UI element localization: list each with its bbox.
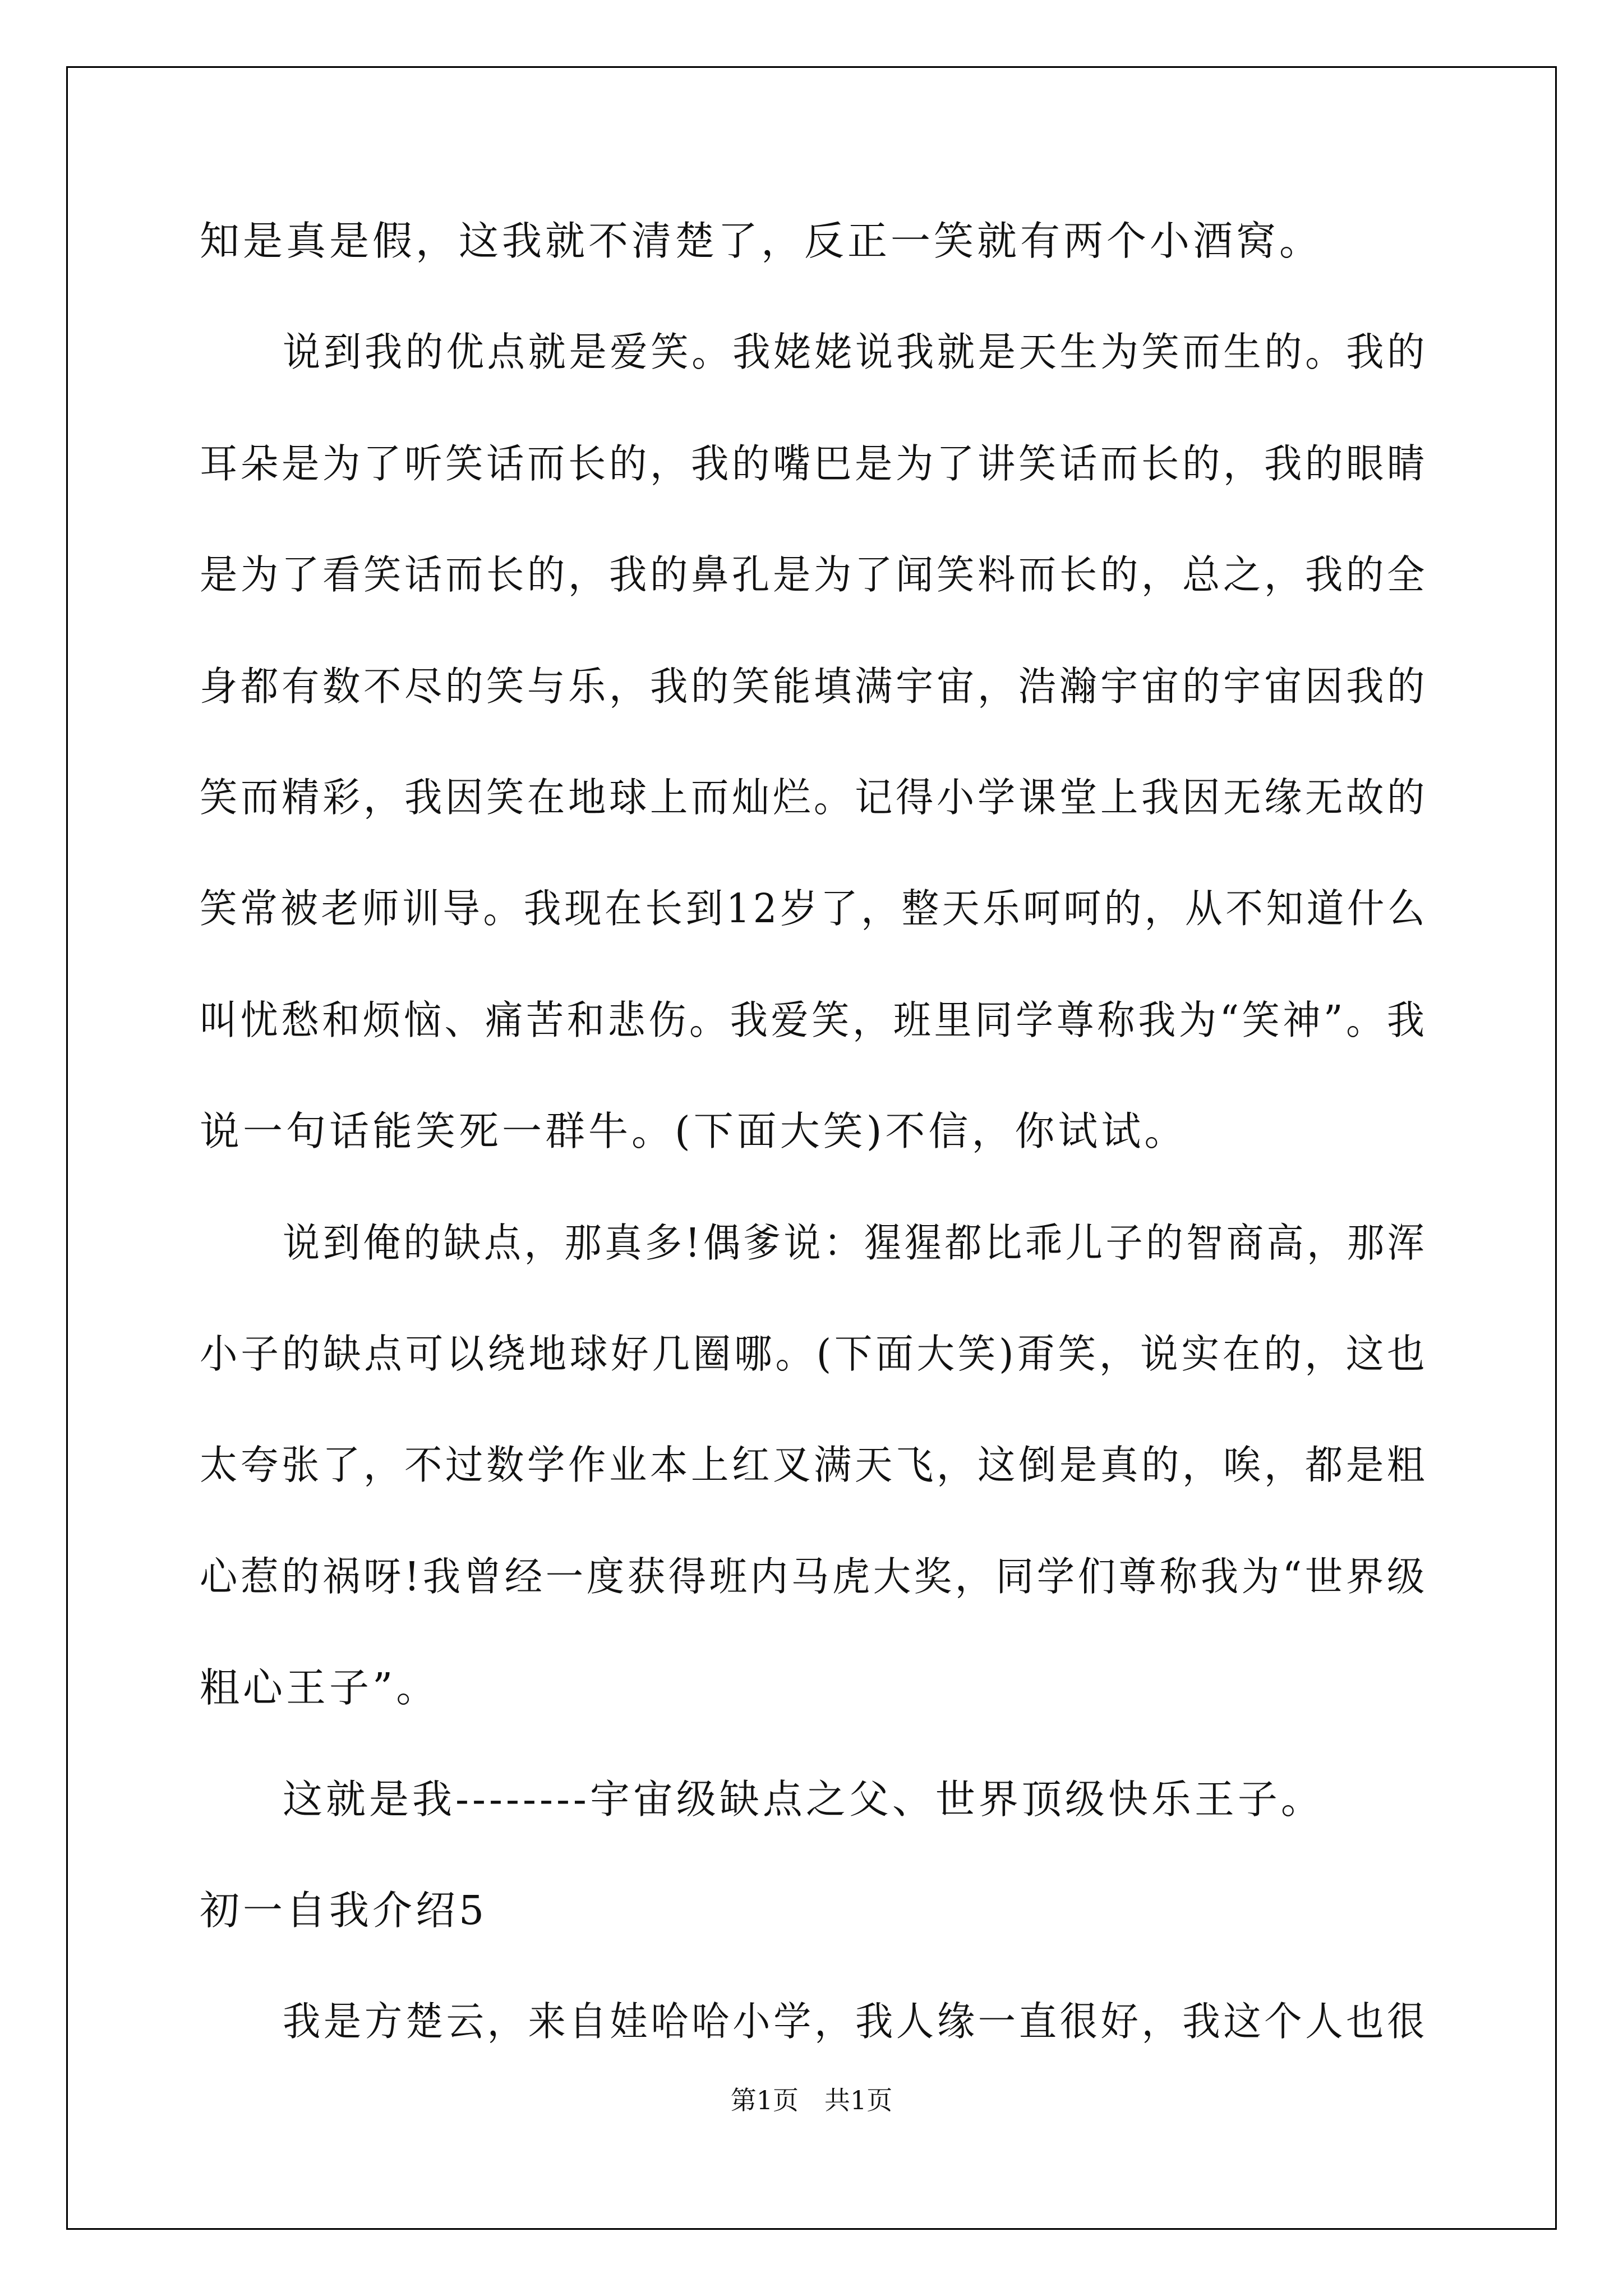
text-line: 是为了看笑话而长的，我的鼻孔是为了闻笑料而长的，总之，我的全 xyxy=(200,551,1428,598)
text-line: 耳朵是为了听笑话而长的，我的嘴巴是为了讲笑话而长的，我的眼睛 xyxy=(200,440,1428,487)
text-line: 我是方楚云，来自娃哈哈小学，我人缘一直很好，我这个人也很 xyxy=(283,1998,1428,2045)
text-line: 知是真是假，这我就不清楚了，反正一笑就有两个小酒窝。 xyxy=(200,218,1323,264)
text-line: 说到我的优点就是爱笑。我姥姥说我就是天生为笑而生的。我的 xyxy=(283,329,1428,375)
text-line: 叫忧愁和烦恼、痛苦和悲伤。我爱笑，班里同学尊称我为“笑神”。我 xyxy=(200,997,1428,1043)
text-line: 说一句话能笑死一群牛。(下面大笑)不信，你试试。 xyxy=(200,1108,1188,1154)
text-line: 小子的缺点可以绕地球好几圈哪。(下面大笑)甭笑，说实在的，这也 xyxy=(200,1331,1428,1377)
page-number: 第1页 共1页 xyxy=(730,2085,893,2115)
section-heading: 初一自我介绍5 xyxy=(200,1887,488,1934)
text-line: 心惹的祸呀!我曾经一度获得班内马虎大奖，同学们尊称我为“世界级 xyxy=(200,1553,1428,1600)
text-line: 笑常被老师训导。我现在长到12岁了，整天乐呵呵的，从不知道什么 xyxy=(200,885,1428,932)
text-line: 太夸张了，不过数学作业本上红叉满天飞，这倒是真的，唉，都是粗 xyxy=(200,1442,1428,1488)
text-line: 说到俺的缺点，那真多!偶爹说：猩猩都比乖儿子的智商高，那浑 xyxy=(283,1220,1428,1266)
text-line: 粗心王子”。 xyxy=(200,1664,440,1711)
text-line: 这就是我--------宇宙级缺点之父、世界顶级快乐王子。 xyxy=(283,1776,1324,1823)
text-line: 笑而精彩，我因笑在地球上而灿烂。记得小学课堂上我因无缘无故的 xyxy=(200,774,1428,821)
text-line: 身都有数不尽的笑与乐，我的笑能填满宇宙，浩瀚宇宙的宇宙因我的 xyxy=(200,663,1428,710)
